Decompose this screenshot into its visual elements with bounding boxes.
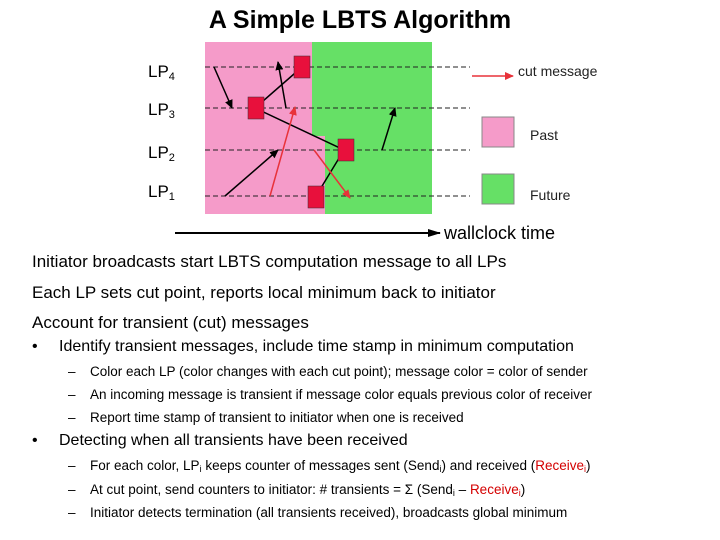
- bullet-dot: •: [32, 338, 38, 355]
- legend-past-box: [482, 117, 514, 147]
- wallclock-time-label: wallclock time: [444, 223, 556, 243]
- legend-past-label: Past: [530, 127, 559, 143]
- cut-point-lp2: [338, 139, 354, 161]
- cut-point-lp4: [294, 56, 310, 78]
- lp1-label: $LP_1$: [148, 182, 175, 203]
- bullet-2-item-1: – For each color, $LP_i$ keeps counter of messages sent (Send$_i$) and received (Receive$_i$): [68, 458, 591, 474]
- legend-future-label: Future: [530, 187, 571, 203]
- cut-point-lp1: [308, 186, 324, 208]
- bullet-2: • Detecting when all transients have been received: [32, 432, 408, 449]
- lp2-label: $LP_2$: [148, 143, 175, 164]
- future-region: [312, 42, 432, 214]
- legend-cut-message-label: cut message: [518, 63, 598, 79]
- body-line-2: Each LP sets cut point, reports local minimum back to initiator: [32, 283, 496, 302]
- bullet-1: • Identify transient messages, include time stamp in minimum computation: [32, 338, 574, 355]
- bullet-dot: •: [32, 432, 38, 449]
- bullet-2-item-2: – At cut point, send counters to initiator: # transients = Σ (Send$_i$ – Receive$_i$): [68, 482, 526, 498]
- bullet-1-item-3: – Report time stamp of transient to initiator when one is received: [68, 410, 464, 425]
- page-title: A Simple LBTS Algorithm: [208, 6, 512, 34]
- lbts-diagram: [0, 0, 720, 250]
- bullet-2-item-3: – Initiator detects termination (all transients received), broadcasts global minimum: [68, 505, 568, 520]
- bullet-1-item-2: – An incoming message is transient if message color equals previous color of receiver: [68, 387, 592, 402]
- body-line-1: Initiator broadcasts start LBTS computation message to all LPs: [32, 252, 507, 271]
- legend-future-box: [482, 174, 514, 204]
- lp4-label: $LP_4$: [148, 62, 175, 83]
- cut-point-lp3: [248, 97, 264, 119]
- body-line-3: Account for transient (cut) messages: [32, 313, 309, 332]
- bullet-1-item-1: – Color each LP (color changes with each cut point); message color = color of sender: [68, 364, 588, 379]
- lp3-label: $LP_3$: [148, 100, 175, 121]
